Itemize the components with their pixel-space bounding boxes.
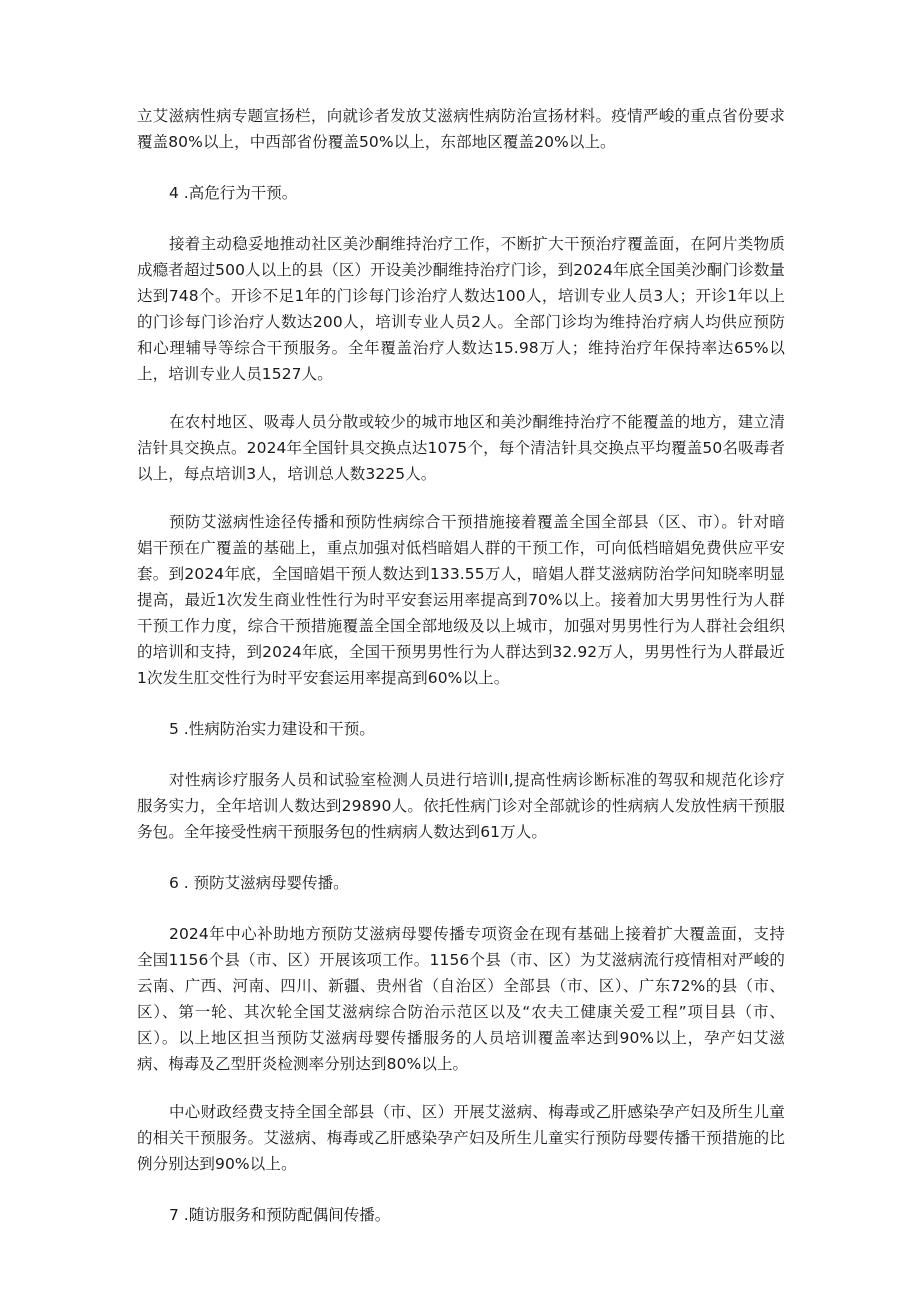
paragraph-sexual-transmission-intervention: 预防艾滋病性途径传播和预防性病综合干预措施接着覆盖全国全部县（区、市）。针对暗娼干预在广覆盖的基础上，重点加强对低档暗娼人群的干预工作，可向低档暗娼免费供应平安套。到2024年底，全国暗娼干预人数达到133.55万人，暗娼人群艾滋病防治学问知晓率明显提高，最近1次发生商业性性行为时平安套运用率提高到70%以上。接着加大男男性行为人群干预工作力度，综合干预措施覆盖全国全部地级及以上城市，加强对男男性行为人群社会组织的培训和支持，到2024年底，全国干预男男性行为人群达到32.92万人，男男性行为人群最近1次发生肛交性行为时平安套运用率提高到60%以上。 bbox=[137, 513, 785, 687]
paragraph-central-finance-support: 中心财政经费支持全国全部县（市、区）开展艾滋病、梅毒或乙肝感染孕产妇及所生儿童的相关干预服务。艾滋病、梅毒或乙肝感染孕产妇及所生儿童实行预防母婴传播干预措施的比例分别达到90%以上。 bbox=[137, 1103, 785, 1173]
spacer bbox=[137, 206, 785, 231]
section-heading-6: 6 . 预防艾滋病母婴传播。 bbox=[169, 874, 349, 892]
spacer bbox=[137, 1177, 785, 1202]
spacer bbox=[137, 845, 785, 870]
spacer bbox=[137, 155, 785, 180]
section-heading-5: 5 .性病防治实力建设和干预。 bbox=[169, 720, 375, 738]
paragraph-std-training: 对性病诊疗服务人员和试验室检测人员进行培训I,提高性病诊断标准的驾驭和规范化诊疗服务实力，全年培训人数达到29890人。依托性病门诊对全部就诊的性病病人发放性病干预服务包。全年接受性病干预服务包的性病病人数达到61万人。 bbox=[137, 771, 785, 841]
paragraph-education-coverage: 立艾滋病性病专题宣扬栏，向就诊者发放艾滋病性病防治宣扬材料。疫情严峻的重点省份要求覆盖80%以上，中西部省份覆盖50%以上，东部地区覆盖20%以上。 bbox=[137, 107, 785, 151]
document-body bbox=[137, 103, 785, 1228]
spacer bbox=[137, 691, 785, 716]
spacer bbox=[137, 1077, 785, 1099]
section-heading-7: 7 .随访服务和预防配偶间传播。 bbox=[169, 1206, 391, 1224]
section-heading-4: 4 .高危行为干预。 bbox=[169, 184, 298, 202]
paragraph-mother-to-child-funding: 2024年中心补助地方预防艾滋病母婴传播专项资金在现有基础上接着扩大覆盖面，支持全国1156个县（市、区）开展该项工作。1156个县（市、区）为艾滋病流行疫情相对严峻的云南、广西、河南、四川、新疆、贵州省（自治区）全部县（市、区）、广东72%的县（市、区）、第一轮、其次轮全国艾滋病综合防治示范区以及“农夫工健康关爱工程”项目县（市、区）。以上地区担当预防艾滋病母婴传播服务的人员培训覆盖率达到90%以上，孕产妇艾滋病、梅毒及乙型肝炎检测率分别达到80%以上。 bbox=[137, 925, 785, 1073]
spacer bbox=[137, 896, 785, 921]
paragraph-methadone-treatment: 接着主动稳妥地推动社区美沙酮维持治疗工作，不断扩大干预治疗覆盖面，在阿片类物质成瘾者超过500人以上的县（区）开设美沙酮维持治疗门诊，到2024年底全国美沙酮门诊数量达到748个。开诊不足1年的门诊每门诊治疗人数达100人，培训专业人员3人；开诊1年以上的门诊每门诊治疗人数达200人，培训专业人员2人。全部门诊均为维持治疗病人均供应预防和心理辅导等综合干预服务。全年覆盖治疗人数达15.98万人；维持治疗年保持率达65%以上，培训专业人员1527人。 bbox=[137, 235, 785, 383]
spacer bbox=[137, 742, 785, 767]
spacer bbox=[137, 387, 785, 409]
paragraph-needle-exchange: 在农村地区、吸毒人员分散或较少的城市地区和美沙酮维持治疗不能覆盖的地方，建立清洁针具交换点。2024年全国针具交换点达1075个，每个清洁针具交换点平均覆盖50名吸毒者以上，每点培训3人，培训总人数3225人。 bbox=[137, 413, 785, 483]
spacer bbox=[137, 487, 785, 509]
